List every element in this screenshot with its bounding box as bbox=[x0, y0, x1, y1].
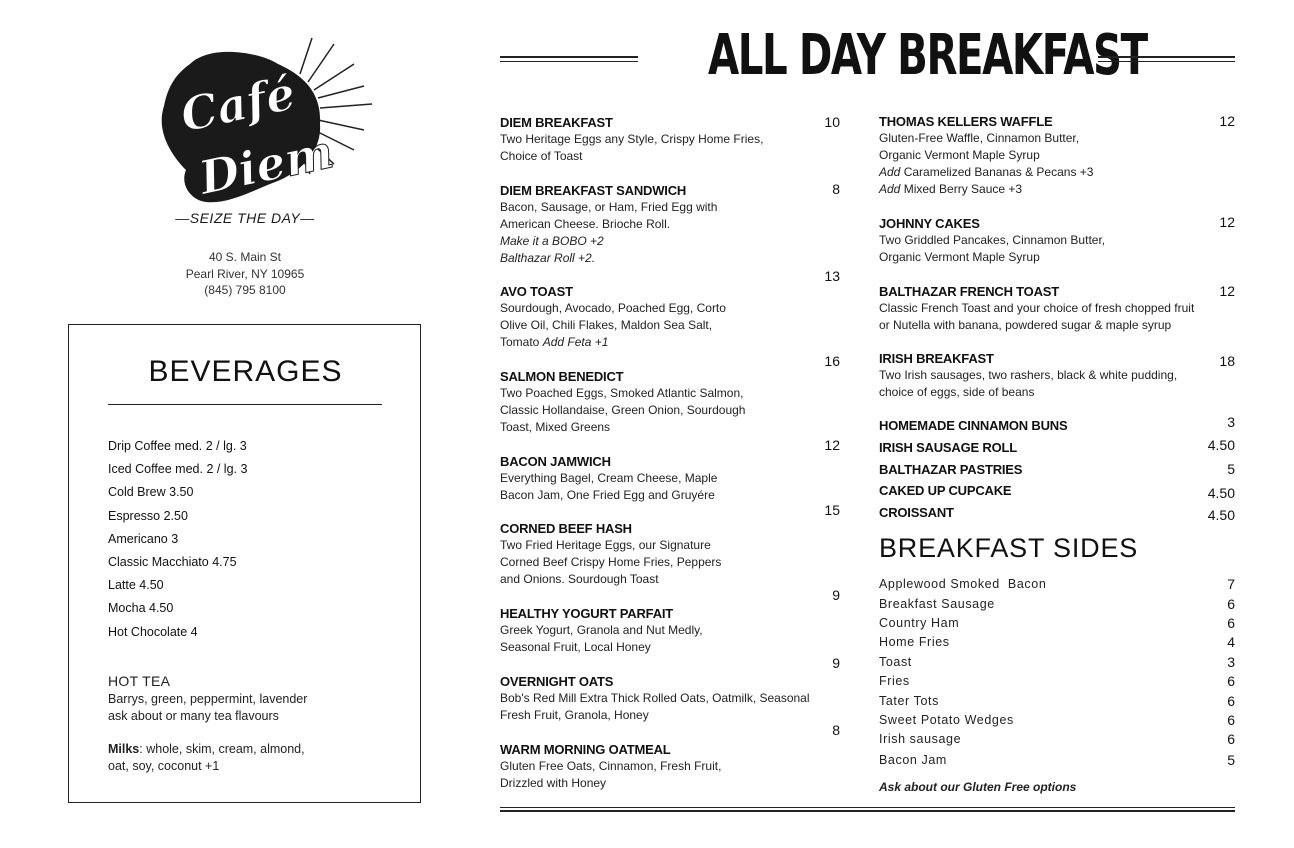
address-city: Pearl River, NY 10965 bbox=[185, 266, 305, 281]
side-price: 6 bbox=[1227, 673, 1235, 689]
pastry-name: BALTHAZAR PASTRIES bbox=[879, 462, 1023, 477]
menu-item-price: 10 bbox=[824, 114, 840, 130]
menu-item-price: 8 bbox=[832, 181, 840, 197]
menu-item-thomas-kellers-waffle bbox=[879, 113, 1209, 198]
logo-tagline: —SEIZE THE DAY— bbox=[175, 210, 315, 226]
side-price: 4 bbox=[1227, 634, 1235, 650]
beverage-item: Cold Brew 3.50 bbox=[108, 485, 194, 500]
pastry-row bbox=[879, 483, 1235, 505]
beverages-title: BEVERAGES bbox=[148, 355, 343, 388]
menu-item-warm-morning-oatmeal bbox=[500, 741, 830, 792]
side-name: Country Ham bbox=[879, 616, 960, 630]
cafe-diem-logo bbox=[150, 34, 380, 234]
menu-item-desc: Organic Vermont Maple Syrup bbox=[879, 148, 1040, 162]
menu-item-price: 9 bbox=[832, 655, 840, 671]
side-row bbox=[879, 732, 1235, 751]
side-row bbox=[879, 616, 1235, 635]
side-name: Bacon Jam bbox=[879, 753, 947, 767]
menu-item-addon: Make it a BOBO +2 bbox=[500, 234, 604, 248]
beverage-item: Drip Coffee med. 2 / lg. 3 bbox=[108, 439, 247, 453]
beverage-item: Classic Macchiato 4.75 bbox=[108, 554, 237, 569]
menu-item-desc: Two Heritage Eggs any Style, Crispy Home Fries, bbox=[500, 132, 764, 146]
menu-item-desc: Bacon Jam, One Fried Egg and Gruyére bbox=[500, 488, 715, 502]
menu-item-name: WARM MORNING OATMEAL bbox=[500, 742, 671, 757]
menu-item-addon: Mixed Berry Sauce +3 bbox=[900, 182, 1023, 196]
menu-item-desc: Classic Hollandaise, Green Onion, Sourdough bbox=[500, 403, 746, 417]
footer-rule-thick bbox=[500, 810, 1235, 812]
menu-item-addon: Add Feta +1 bbox=[542, 335, 609, 349]
side-name: Applewood Smoked Bacon bbox=[879, 577, 1047, 591]
menu-item-desc: Fresh Fruit, Granola, Honey bbox=[500, 708, 649, 722]
menu-item-diem-breakfast-sandwich bbox=[500, 182, 830, 267]
menu-item-desc: Corned Beef Crispy Home Fries, Peppers bbox=[500, 555, 722, 569]
menu-item-desc: Organic Vermont Maple Syrup bbox=[879, 250, 1040, 264]
beverages-divider bbox=[108, 404, 382, 405]
header-rule-right bbox=[1098, 56, 1235, 58]
menu-item-desc: Two Poached Eggs, Smoked Atlantic Salmon, bbox=[500, 386, 744, 400]
side-name: Sweet Potato Wedges bbox=[879, 713, 1014, 727]
menu-item-desc: Two Fried Heritage Eggs, our Signature bbox=[500, 538, 711, 552]
milks-line: oat, soy, coconut +1 bbox=[108, 759, 220, 773]
menu-item-desc: Toast, Mixed Greens bbox=[500, 420, 611, 434]
menu-item-desc: American Cheese. Brioche Roll. bbox=[500, 217, 671, 231]
menu-item-name: DIEM BREAKFAST bbox=[500, 115, 613, 130]
pastry-price: 4.50 bbox=[1207, 437, 1235, 453]
menu-item-desc: Two Irish sausages, two rashers, black & white pudding, bbox=[879, 368, 1178, 382]
beverage-item: Hot Chocolate 4 bbox=[108, 624, 198, 639]
menu-item-desc: Two Griddled Pancakes, Cinnamon Butter, bbox=[879, 233, 1106, 247]
milks-line: : whole, skim, cream, almond, bbox=[139, 742, 305, 756]
menu-item-desc: and Onions. Sourdough Toast bbox=[500, 572, 659, 586]
side-row bbox=[879, 635, 1235, 654]
side-row bbox=[879, 577, 1235, 596]
menu-item-balthazar-french-toast bbox=[879, 283, 1224, 334]
menu-item-desc: Olive Oil, Chili Flakes, Maldon Sea Salt, bbox=[500, 318, 713, 332]
pastry-name: IRISH SAUSAGE ROLL bbox=[879, 440, 1017, 455]
menu-item-overnight-oats bbox=[500, 673, 840, 724]
beverage-item: Mocha 4.50 bbox=[108, 601, 174, 616]
menu-item-addon-label: Add bbox=[879, 165, 901, 179]
menu-item-desc: Greek Yogurt, Granola and Nut Medly, bbox=[500, 623, 703, 637]
menu-item-name: HEALTHY YOGURT PARFAIT bbox=[500, 606, 674, 621]
side-price: 6 bbox=[1227, 731, 1235, 747]
menu-item-name: DIEM BREAKFAST SANDWICH bbox=[500, 183, 687, 198]
side-row bbox=[879, 753, 1235, 772]
side-row bbox=[879, 597, 1235, 616]
milks-label: Milks bbox=[108, 742, 140, 756]
menu-item-name: BALTHAZAR FRENCH TOAST bbox=[879, 284, 1059, 299]
menu-item-price: 9 bbox=[832, 587, 840, 603]
menu-item-healthy-yogurt-parfait bbox=[500, 605, 830, 656]
side-price: 6 bbox=[1227, 712, 1235, 728]
milks-info bbox=[108, 741, 348, 775]
hot-tea-title: HOT TEA bbox=[108, 673, 171, 689]
menu-item-price: 12 bbox=[1219, 113, 1235, 129]
menu-item-name: JOHNNY CAKES bbox=[879, 216, 980, 231]
side-name: Home Fries bbox=[879, 635, 950, 649]
menu-item-avo-toast bbox=[500, 283, 830, 351]
side-row bbox=[879, 713, 1235, 732]
menu-item-desc: Everything Bagel, Cream Cheese, Maple bbox=[500, 471, 718, 485]
menu-item-price: 12 bbox=[824, 437, 840, 453]
page-title: ALL DAY BREAKFAST bbox=[708, 23, 1147, 88]
side-name: Irish sausage bbox=[879, 732, 962, 746]
pastry-price: 4.50 bbox=[1207, 507, 1235, 523]
beverage-item: Latte 4.50 bbox=[108, 578, 164, 593]
menu-item-johnny-cakes bbox=[879, 215, 1209, 266]
pastry-name: CAKED UP CUPCAKE bbox=[879, 483, 1012, 498]
side-name: Fries bbox=[879, 674, 910, 688]
menu-item-desc: Bacon, Sausage, or Ham, Fried Egg with bbox=[500, 200, 718, 214]
menu-item-desc: Tomato bbox=[500, 335, 543, 349]
side-name: Tater Tots bbox=[879, 694, 939, 708]
menu-item-price: 16 bbox=[824, 353, 840, 369]
menu-item-desc: Bob's Red Mill Extra Thick Rolled Oats, Oatmilk, Seasonal bbox=[500, 691, 810, 705]
tea-line: Barrys, green, peppermint, lavender bbox=[108, 692, 308, 706]
pastry-price: 3 bbox=[1227, 414, 1235, 430]
pastry-row bbox=[879, 414, 1235, 440]
side-price: 6 bbox=[1227, 693, 1235, 709]
beverage-item: Iced Coffee med. 2 / lg. 3 bbox=[108, 462, 248, 477]
header-rule-left-thin bbox=[500, 61, 638, 62]
menu-item-bacon-jamwich bbox=[500, 453, 830, 504]
menu-item-salmon-benedict bbox=[500, 368, 830, 436]
menu-item-name: OVERNIGHT OATS bbox=[500, 674, 614, 689]
side-price: 6 bbox=[1227, 596, 1235, 612]
menu-item-desc: Choice of Toast bbox=[500, 149, 583, 163]
pastry-row bbox=[879, 462, 1235, 484]
pastry-name: HOMEMADE CINNAMON BUNS bbox=[879, 418, 1068, 433]
side-price: 3 bbox=[1227, 654, 1235, 670]
logo-text-cafe: Café bbox=[175, 65, 300, 143]
address-street: 40 S. Main St bbox=[208, 250, 282, 264]
side-name: Breakfast Sausage bbox=[879, 597, 995, 611]
menu-item-name: AVO TOAST bbox=[500, 284, 573, 299]
side-price: 5 bbox=[1227, 752, 1235, 768]
menu-item-name: CORNED BEEF HASH bbox=[500, 521, 632, 536]
side-row bbox=[879, 674, 1235, 693]
menu-item-addon-label: Add bbox=[879, 182, 901, 196]
menu-item-desc: Classic French Toast and your choice of fresh chopped fruit bbox=[879, 301, 1195, 315]
menu-item-name: THOMAS KELLERS WAFFLE bbox=[879, 114, 1053, 129]
hot-tea-description bbox=[108, 691, 348, 725]
menu-item-price: 18 bbox=[1219, 353, 1235, 369]
side-price: 7 bbox=[1227, 576, 1235, 592]
menu-item-price: 12 bbox=[1219, 283, 1235, 299]
pastry-row bbox=[879, 437, 1235, 462]
address-phone: (845) 795 8100 bbox=[204, 283, 286, 297]
menu-item-addon: Caramelized Bananas & Pecans +3 bbox=[900, 165, 1094, 179]
logo-text-diem: Diem bbox=[194, 124, 338, 206]
header-rule-left bbox=[500, 56, 638, 58]
pastry-row bbox=[879, 505, 1235, 527]
beverage-item: Americano 3 bbox=[108, 531, 179, 546]
breakfast-sides-title: BREAKFAST SIDES bbox=[879, 533, 1139, 563]
footer-rule-thin bbox=[500, 807, 1235, 808]
menu-item-desc: Sourdough, Avocado, Poached Egg, Corto bbox=[500, 301, 726, 315]
pastry-price: 4.50 bbox=[1207, 485, 1235, 501]
menu-item-desc: or Nutella with banana, powdered sugar & maple syrup bbox=[879, 318, 1172, 332]
menu-item-addon: Balthazar Roll +2. bbox=[500, 251, 596, 265]
menu-item-desc: choice of eggs, side of beans bbox=[879, 385, 1035, 399]
tea-line: ask about or many tea flavours bbox=[108, 709, 279, 723]
beverage-item: Espresso 2.50 bbox=[108, 508, 188, 523]
pastry-name: CROISSANT bbox=[879, 505, 954, 520]
menu-item-irish-breakfast bbox=[879, 350, 1209, 401]
menu-item-desc: Gluten-Free Waffle, Cinnamon Butter, bbox=[879, 131, 1080, 145]
menu-item-price: 13 bbox=[824, 268, 840, 284]
header-rule-right-thin bbox=[1098, 61, 1235, 62]
menu-item-price: 8 bbox=[832, 722, 840, 738]
menu-item-desc: Gluten Free Oats, Cinnamon, Fresh Fruit, bbox=[500, 759, 722, 773]
menu-item-name: BACON JAMWICH bbox=[500, 454, 611, 469]
side-row bbox=[879, 694, 1235, 713]
beverages-list bbox=[108, 435, 398, 644]
menu-item-desc: Seasonal Fruit, Local Honey bbox=[500, 640, 651, 654]
beverages-box bbox=[68, 324, 421, 803]
menu-item-price: 12 bbox=[1219, 214, 1235, 230]
menu-item-desc: Drizzled with Honey bbox=[500, 776, 607, 790]
cafe-address bbox=[160, 249, 330, 299]
gluten-free-note: Ask about our Gluten Free options bbox=[879, 780, 1077, 794]
menu-item-corned-beef-hash bbox=[500, 520, 830, 588]
menu-item-name: SALMON BENEDICT bbox=[500, 369, 624, 384]
menu-item-diem-breakfast bbox=[500, 114, 830, 165]
side-price: 6 bbox=[1227, 615, 1235, 631]
menu-item-price: 15 bbox=[824, 502, 840, 518]
side-name: Toast bbox=[879, 655, 912, 669]
menu-item-name: IRISH BREAKFAST bbox=[879, 351, 994, 366]
side-row bbox=[879, 655, 1235, 674]
pastry-price: 5 bbox=[1227, 461, 1235, 477]
